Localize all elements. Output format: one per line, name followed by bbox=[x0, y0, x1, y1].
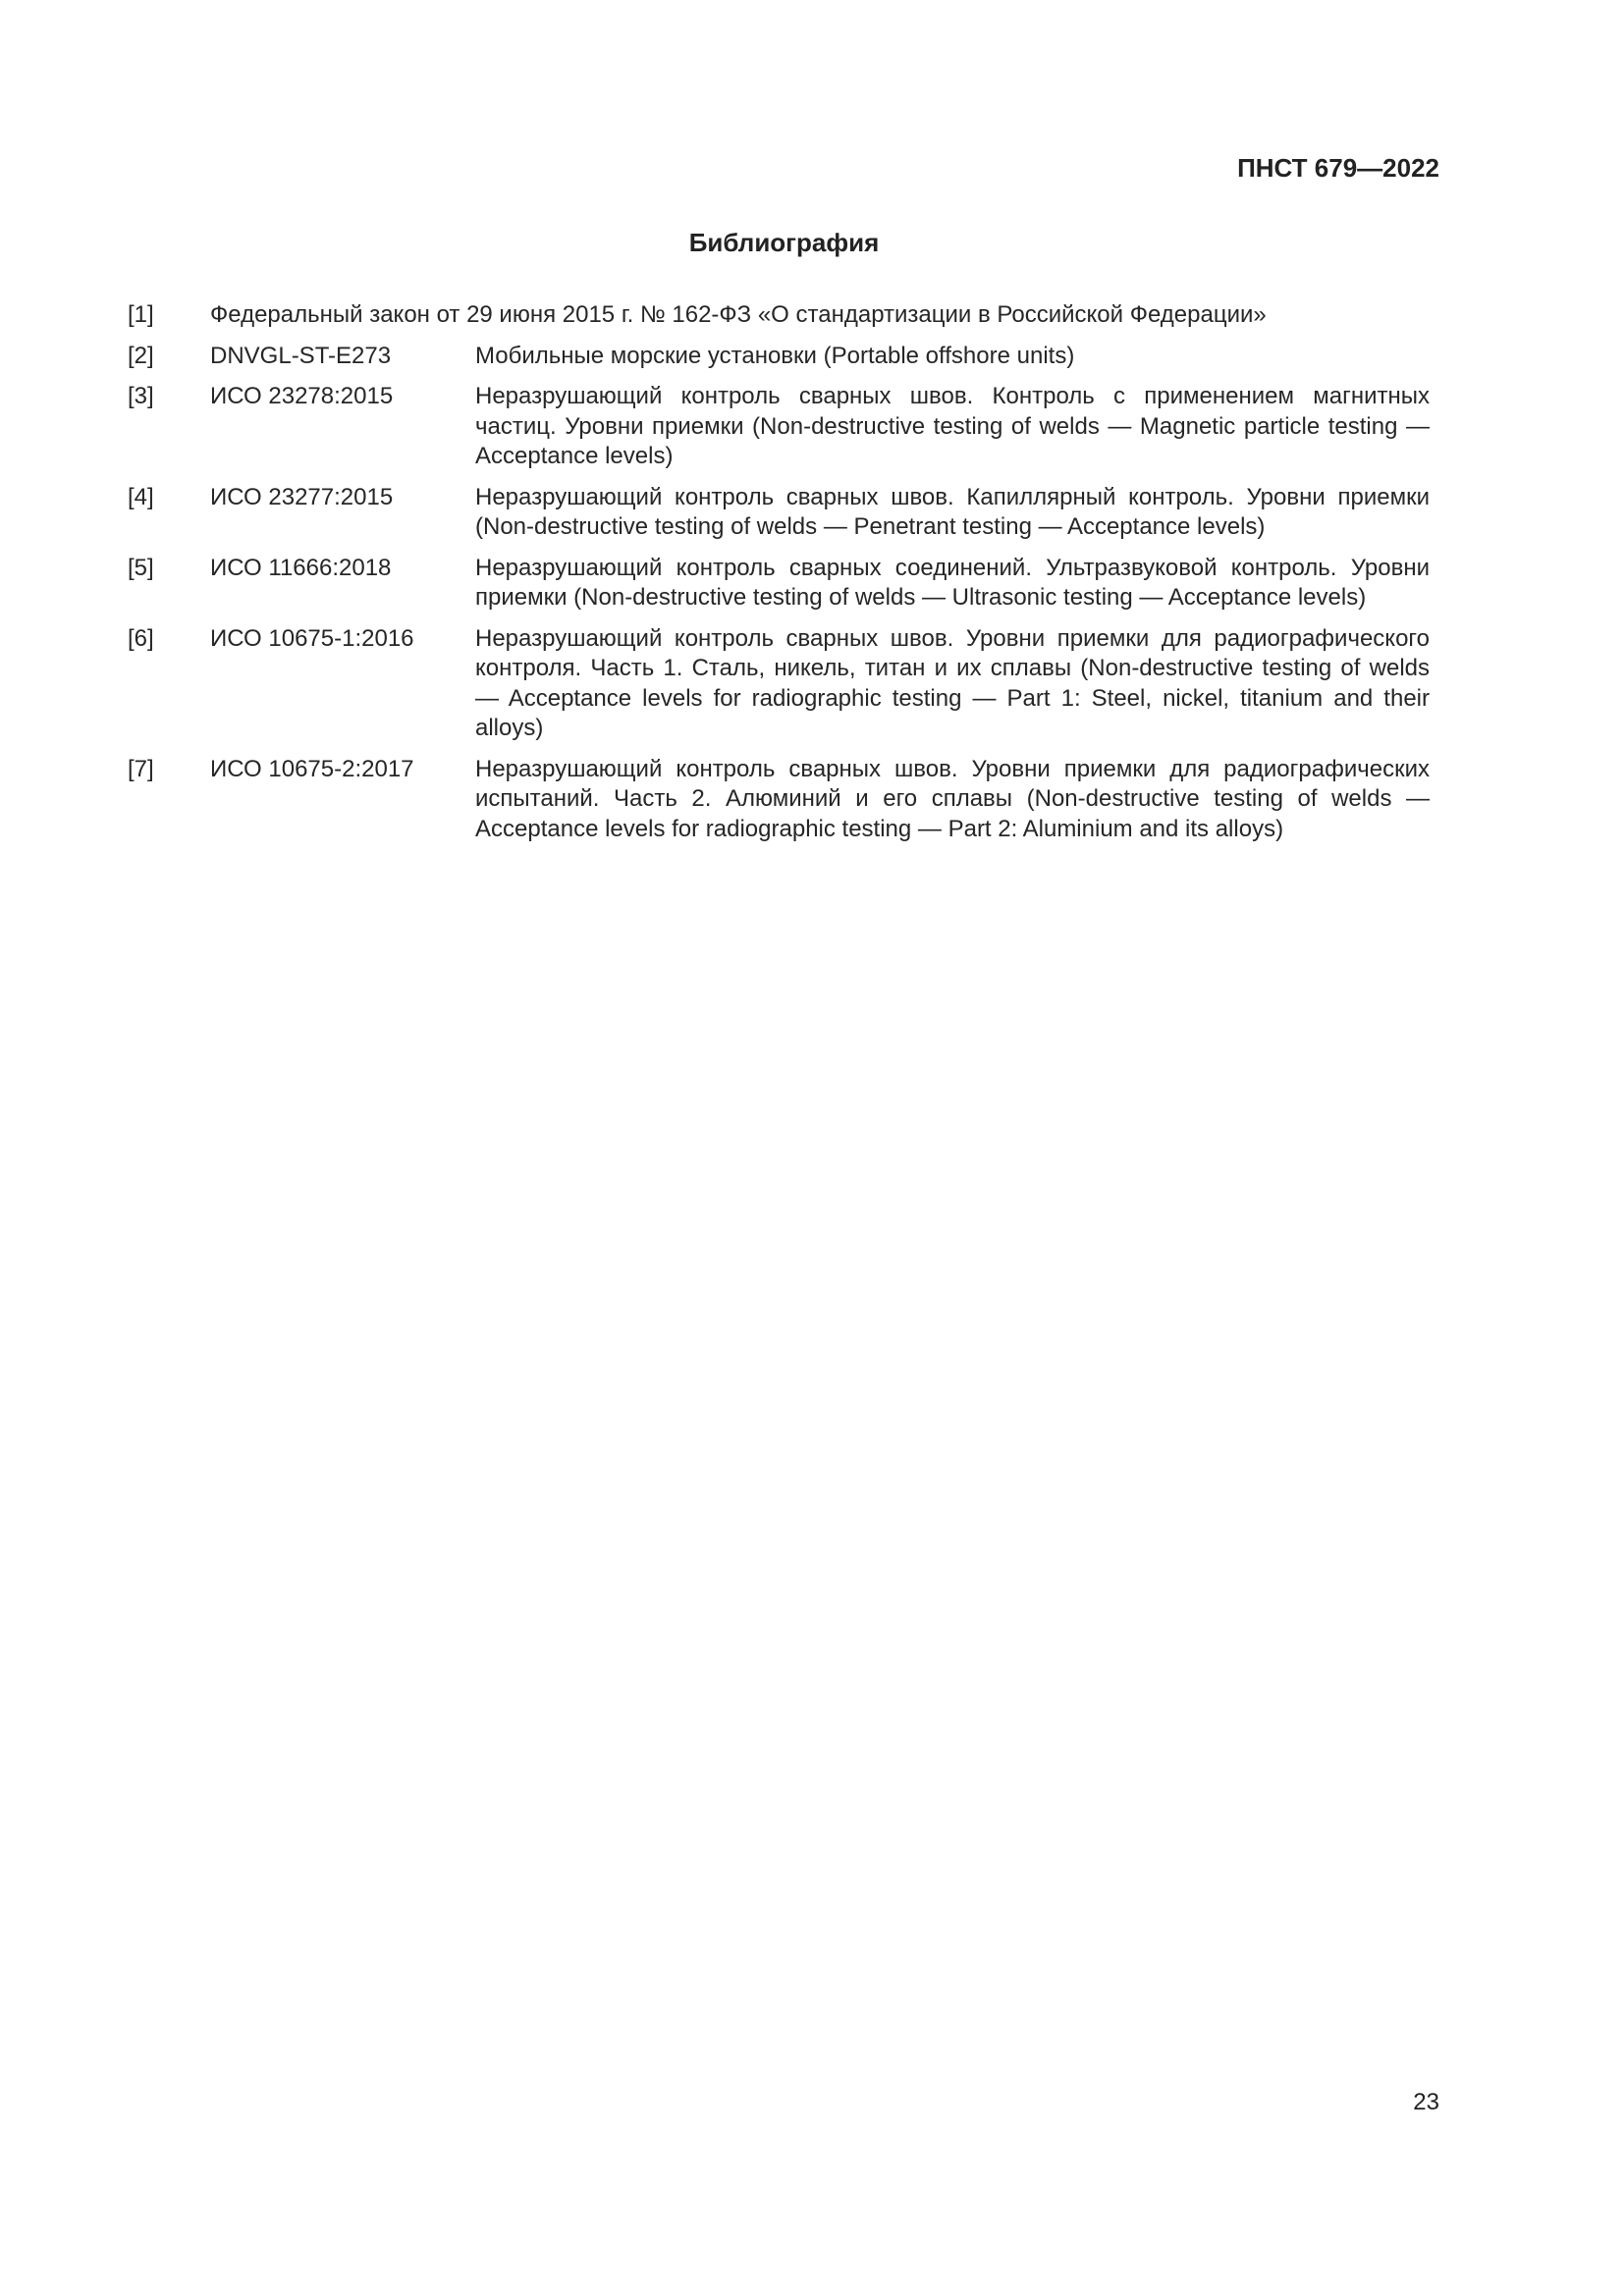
bibliography-entry-7 bbox=[128, 755, 1430, 845]
entry-title: Неразрушающий контроль сварных швов. Уровни приемки для радиографических испытаний. Часть 2. Алюминий и его сплавы (Non-destructive testing of welds — Acceptance levels for radiographic testing — Part 2: Aluminium and its alloys) bbox=[475, 755, 1430, 842]
entry-number: [5] bbox=[128, 554, 154, 581]
bibliography-entry-4 bbox=[128, 483, 1430, 543]
bibliography-entry-6 bbox=[128, 624, 1430, 744]
bibliography-list bbox=[128, 300, 1430, 855]
entry-number: [3] bbox=[128, 383, 154, 409]
entry-title: Мобильные морские установки (Portable offshore units) bbox=[475, 342, 1075, 369]
entry-code: ИСО 23277:2015 bbox=[210, 483, 394, 510]
bibliography-heading: Библиография bbox=[688, 228, 880, 257]
bibliography-entry-3 bbox=[128, 382, 1430, 472]
bibliography-entry-1 bbox=[128, 300, 1430, 331]
entry-number: [7] bbox=[128, 755, 154, 782]
bibliography-entry-5 bbox=[128, 554, 1430, 614]
entry-code: ИСО 10675-1:2016 bbox=[210, 624, 414, 652]
entry-number: [2] bbox=[128, 342, 154, 369]
entry-title: Неразрушающий контроль сварных швов. Капиллярный контроль. Уровни приемки (Non-destructive testing of welds — Penetrant testing — Acceptance levels) bbox=[475, 483, 1430, 540]
document-id: ПНСТ 679—2022 bbox=[1237, 153, 1439, 183]
entry-title: Неразрушающий контроль сварных швов. Уровни приемки для радиографического контроля. Часть 1. Сталь, никель, титан и их сплавы (Non-destructive testing of welds — Acceptance levels for radiographic testing — Part 1: Steel, nickel, titanium and their alloys) bbox=[475, 624, 1430, 741]
entry-number: [6] bbox=[128, 624, 154, 652]
page-number: 23 bbox=[1413, 2089, 1439, 2115]
bibliography-entry-2 bbox=[128, 342, 1430, 372]
entry-code: ИСО 23278:2015 bbox=[210, 383, 394, 409]
entry-code: ИСО 11666:2018 bbox=[210, 554, 392, 581]
entry-title: Федеральный закон от 29 июня 2015 г. № 162-ФЗ «О стандартизации в Российской Федерации» bbox=[210, 301, 1267, 328]
entry-number: [1] bbox=[128, 301, 154, 328]
entry-title: Неразрушающий контроль сварных соединений. Ультразвуковой контроль. Уровни приемки (Non-destructive testing of welds — Ultrasonic testing — Acceptance levels) bbox=[475, 554, 1430, 611]
entry-code: DNVGL-ST-E273 bbox=[210, 342, 392, 369]
entry-title: Неразрушающий контроль сварных швов. Контроль с применением магнитных частиц. Уровни приемки (Non-destructive testing of welds — Magnetic particle testing — Acceptance levels) bbox=[475, 383, 1430, 469]
entry-code: ИСО 10675-2:2017 bbox=[210, 755, 414, 782]
entry-number: [4] bbox=[128, 483, 154, 510]
